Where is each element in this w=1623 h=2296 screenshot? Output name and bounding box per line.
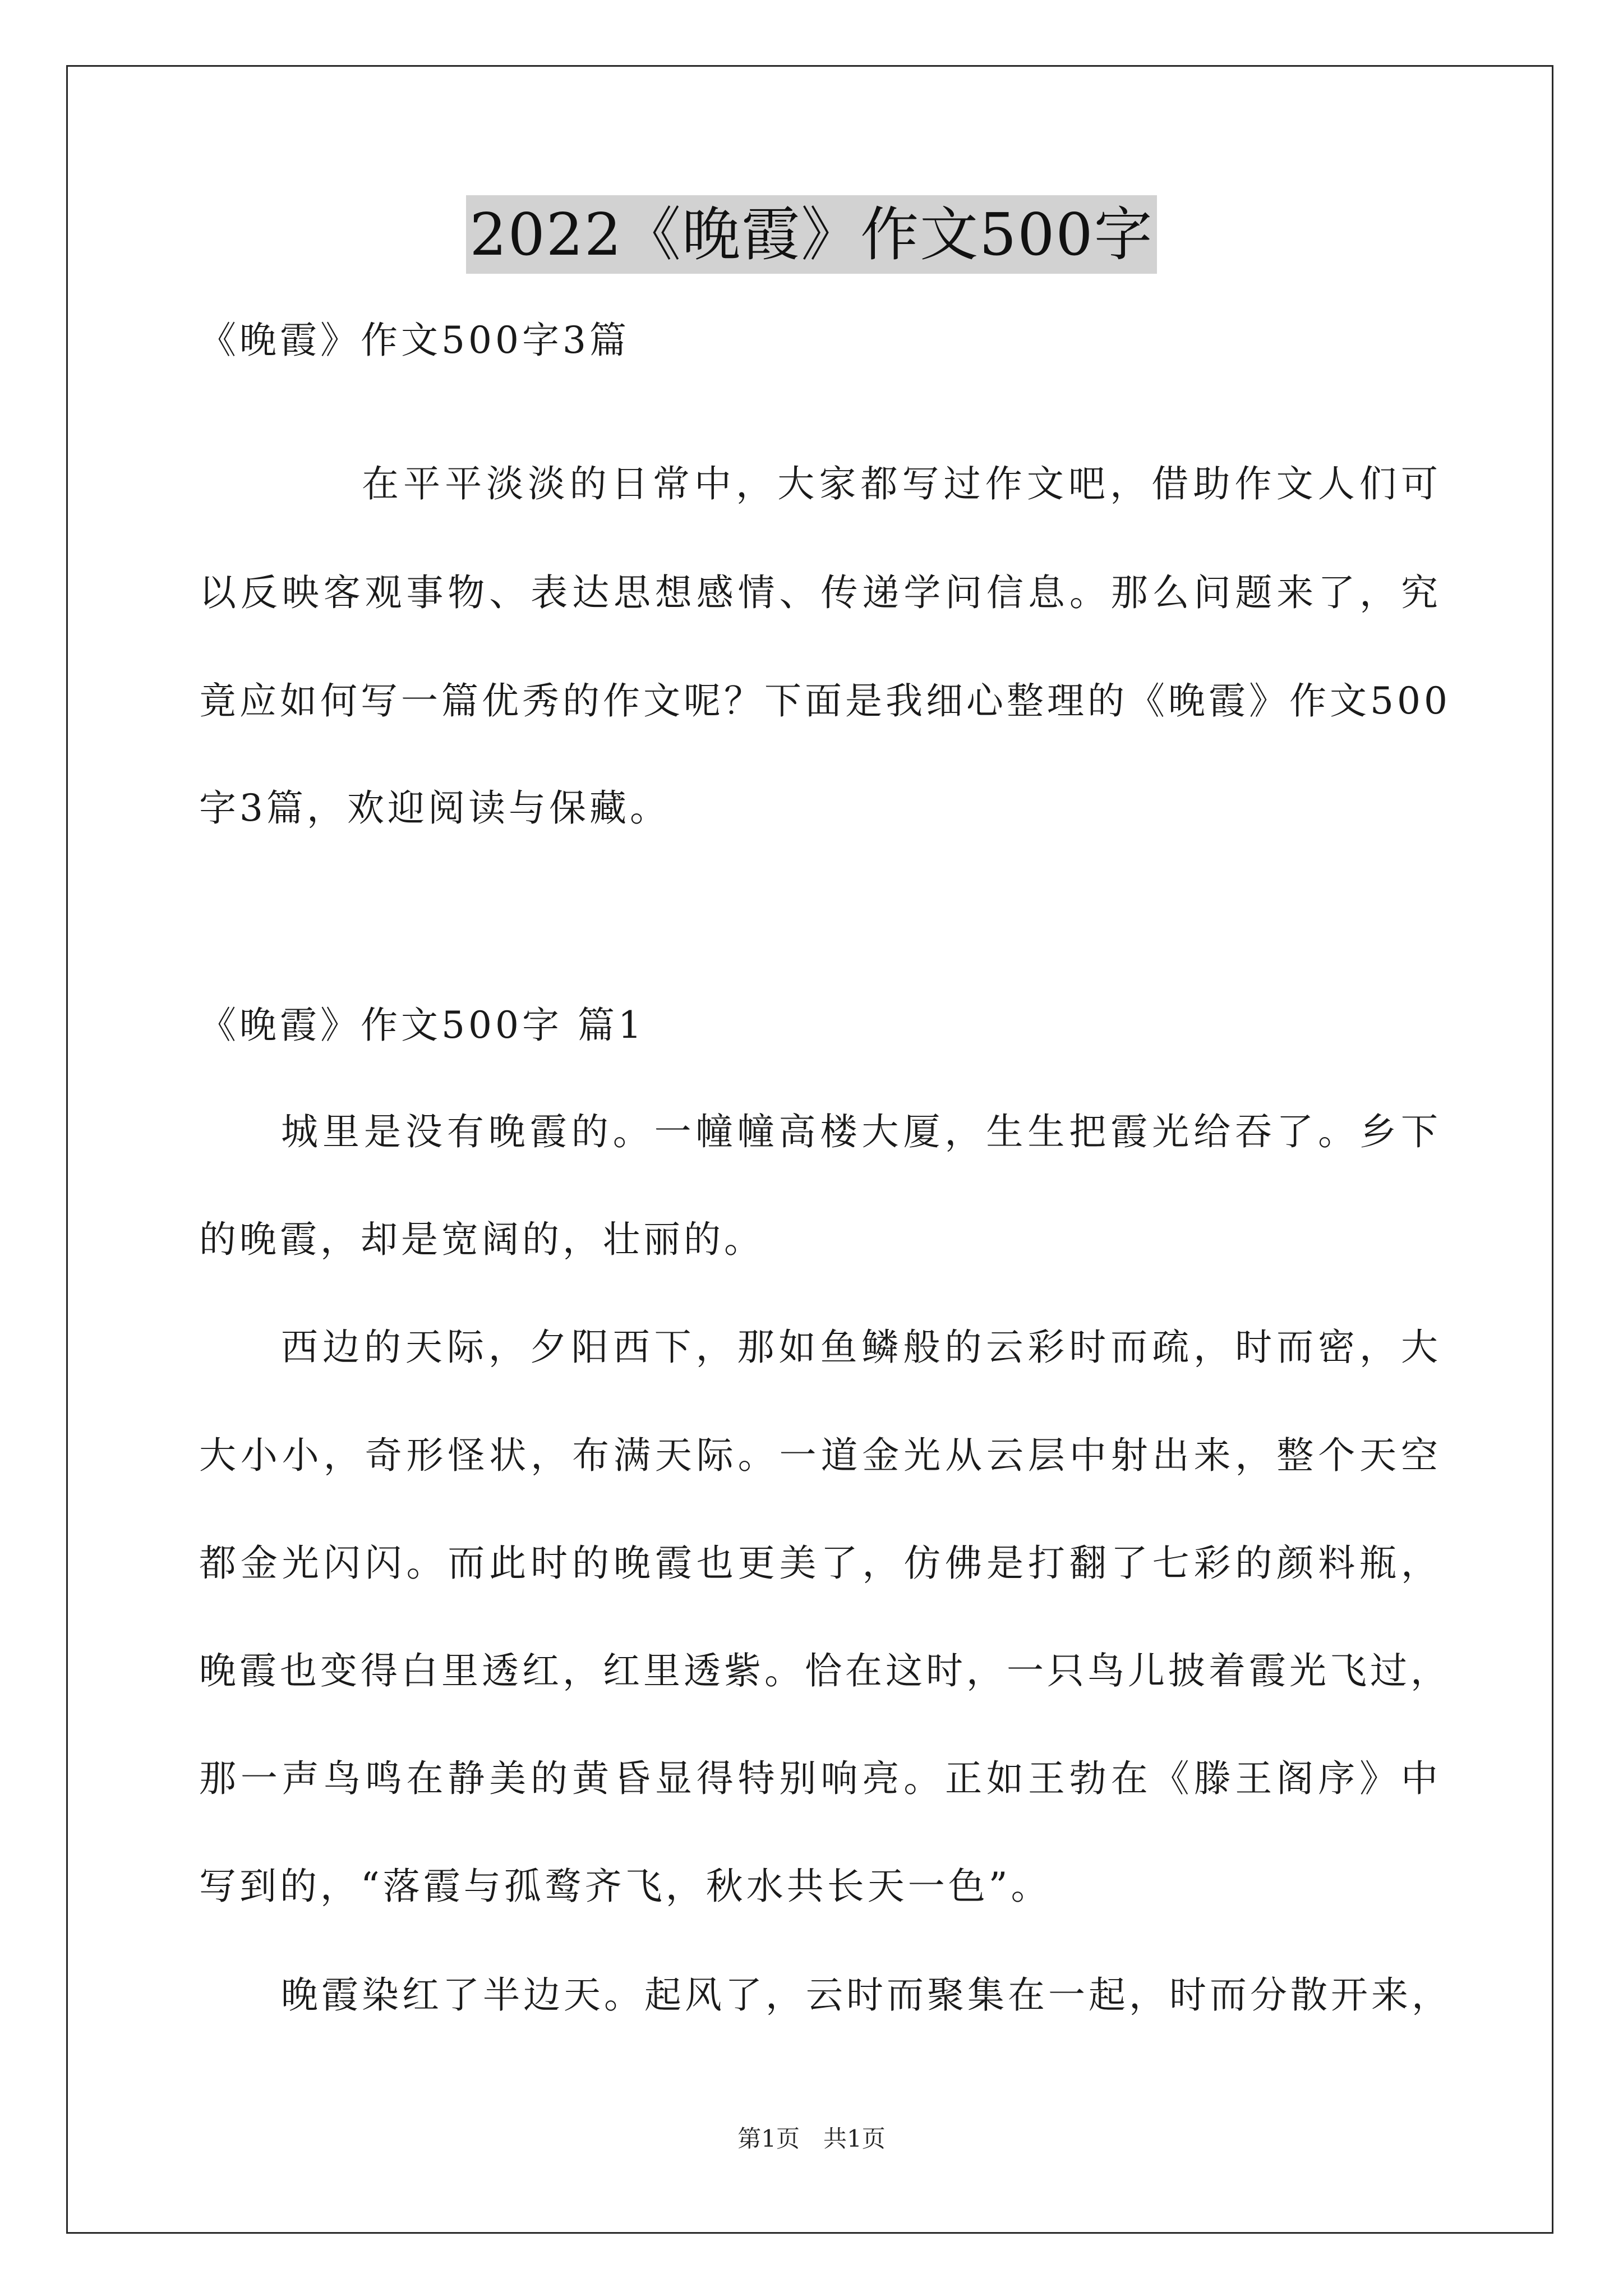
document-title: 2022《晚霞》作文500字	[466, 195, 1156, 274]
body-paragraph-line: 都金光闪闪。而此时的晚霞也更美了，仿佛是打翻了七彩的颜料瓶，	[199, 1542, 1441, 1585]
document-subtitle: 《晚霞》作文500字3篇	[199, 319, 630, 362]
body-paragraph-line: 晚霞染红了半边天。起风了，云时而聚集在一起，时而分散开来，	[281, 1973, 1452, 2017]
body-paragraph-line: 写到的，“落霞与孤鹜齐飞，秋水共长天一色”。	[199, 1865, 1052, 1908]
body-paragraph-line: 城里是没有晚霞的。一幢幢高楼大厦，生生把霞光给吞了。乡下	[281, 1110, 1441, 1153]
page-footer: 第1页 共1页	[737, 2125, 886, 2152]
body-paragraph-line: 晚霞也变得白里透红，红里透紫。恰在这时，一只鸟儿披着霞光飞过，	[199, 1649, 1451, 1692]
body-paragraph-line: 那一声鸟鸣在静美的黄昏显得特别响亮。正如王勃在《滕王阁序》中	[199, 1757, 1441, 1800]
section-heading: 《晚霞》作文500字 篇1	[199, 1004, 645, 1047]
intro-paragraph-line: 以反映客观事物、表达思想感情、传递学问信息。那么问题来了，究	[199, 571, 1441, 614]
intro-paragraph-line: 在平平淡淡的日常中，大家都写过作文吧，借助作文人们可	[362, 462, 1441, 505]
body-paragraph-line: 西边的天际，夕阳西下，那如鱼鳞般的云彩时而疏，时而密，大	[281, 1326, 1441, 1369]
title-container	[0, 195, 1623, 274]
intro-paragraph-line: 字3篇，欢迎阅读与保藏。	[199, 786, 670, 830]
body-paragraph-line: 大小小，奇形怪状，布满天际。一道金光从云层中射出来，整个天空	[199, 1434, 1441, 1477]
body-paragraph-line: 的晚霞，却是宽阔的，壮丽的。	[199, 1218, 764, 1261]
intro-paragraph-line: 竟应如何写一篇优秀的作文呢？下面是我细心整理的《晚霞》作文500	[199, 679, 1451, 723]
